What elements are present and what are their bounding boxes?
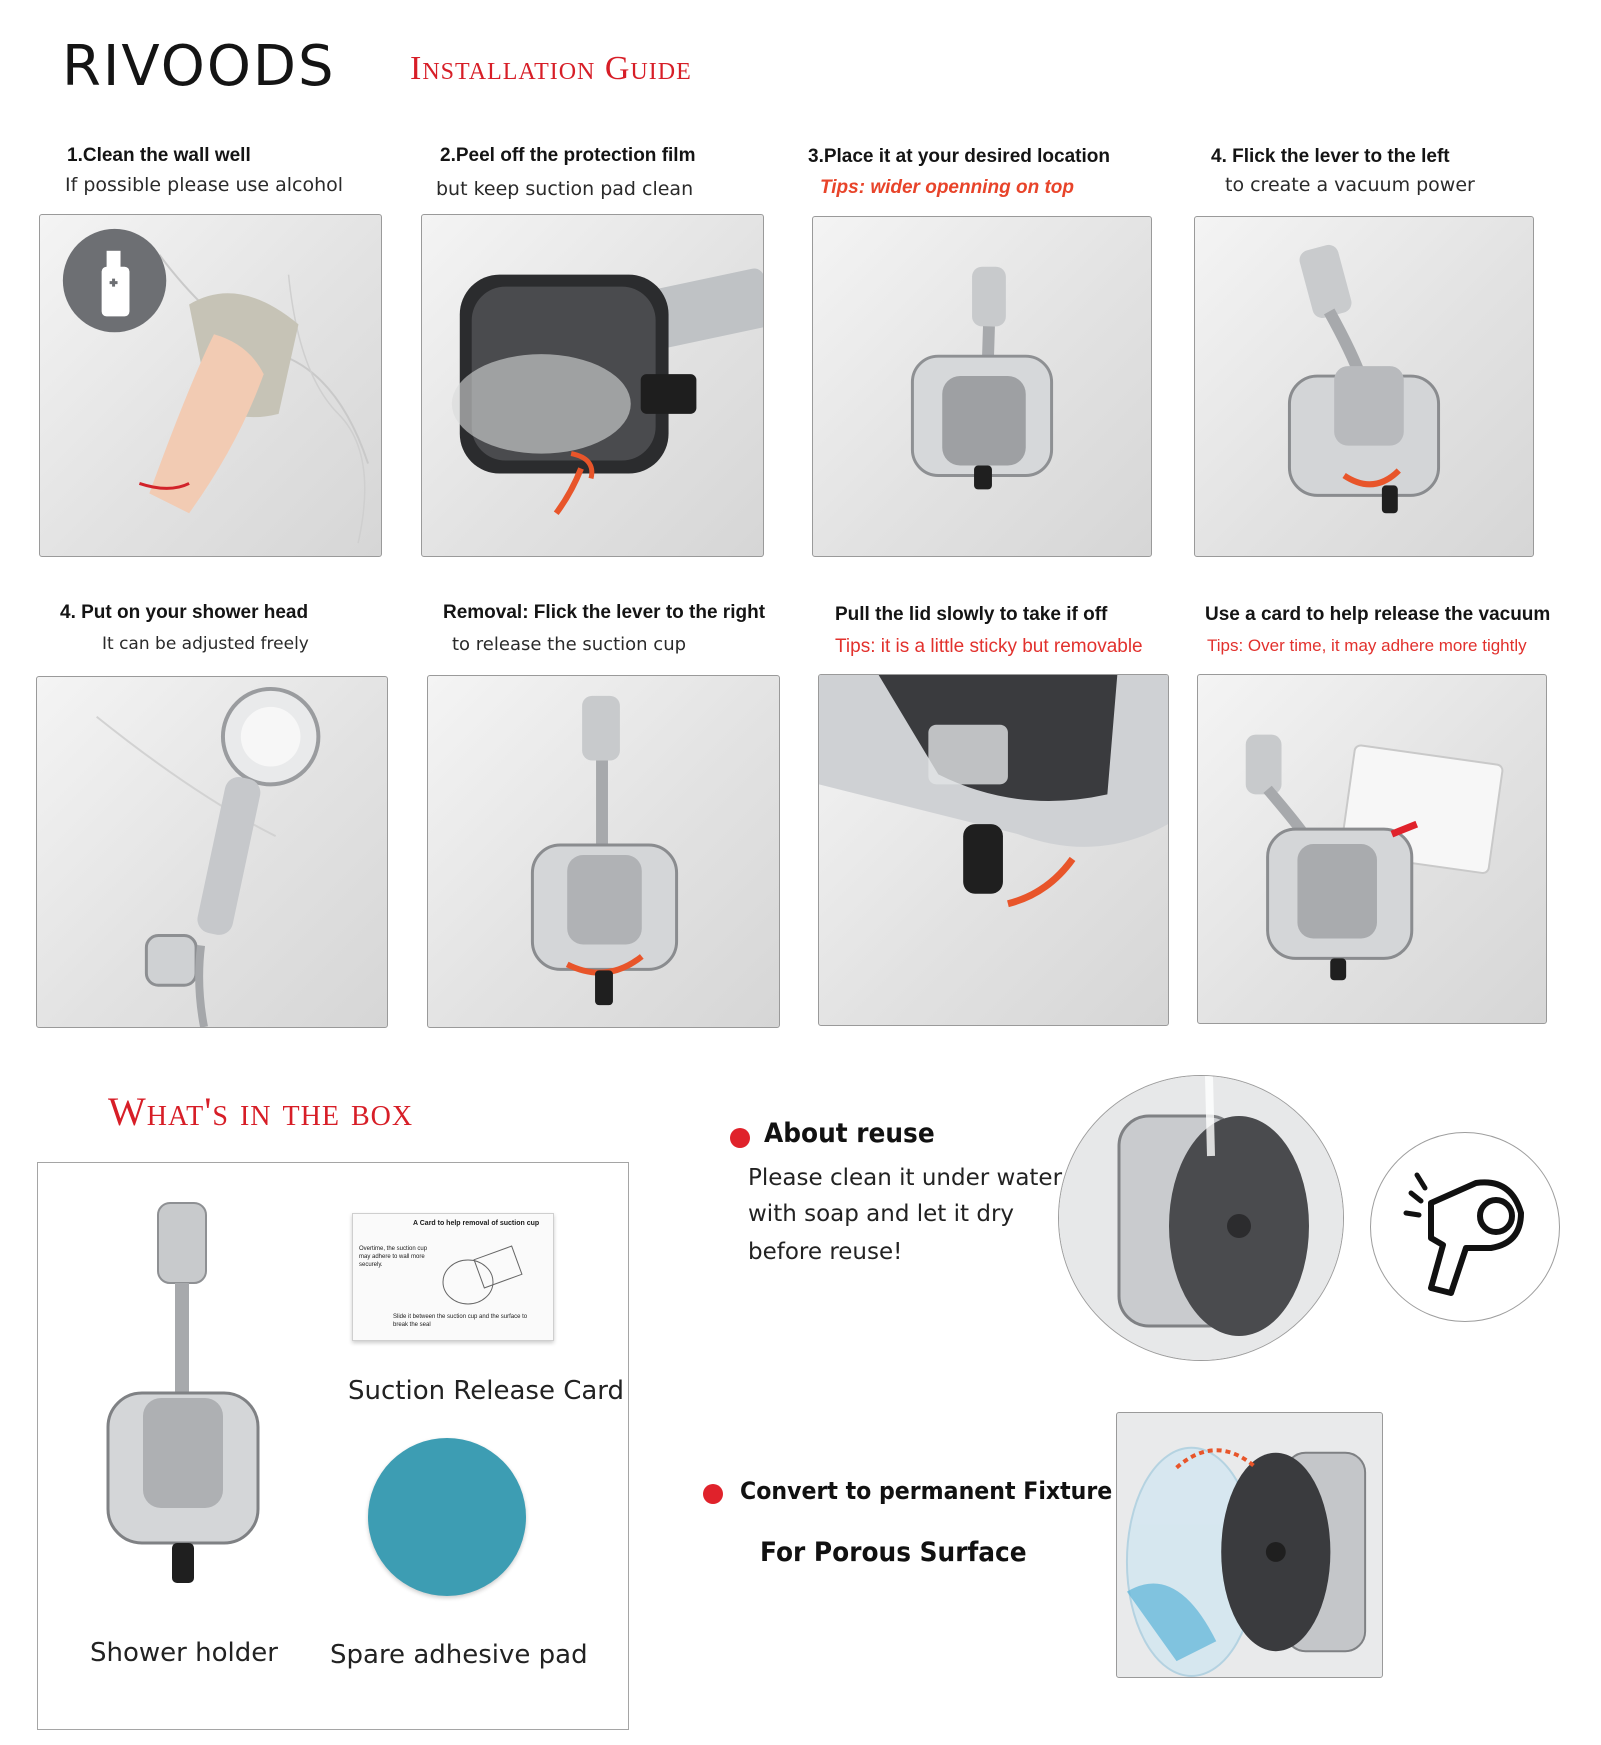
about-reuse-heading: About reuse — [764, 1118, 935, 1149]
card-text-2: Slide it between the suction cup and the surface to break the seal — [393, 1314, 528, 1328]
step-6-title: Removal: Flick the lever to the right — [443, 602, 766, 623]
step-5-sub: It can be adjusted freely — [102, 634, 309, 654]
step-2-sub: but keep suction pad clean — [436, 178, 694, 200]
step-1-title: 1.Clean the wall well — [67, 145, 251, 166]
shower-holder-label: Shower holder — [90, 1638, 278, 1668]
step-7-tip: Tips: it is a little sticky but removable — [835, 636, 1143, 657]
reuse-line-3: before reuse! — [748, 1239, 903, 1265]
rinse-circle-image — [1058, 1075, 1344, 1361]
shower-holder-image — [88, 1193, 288, 1593]
reuse-line-1: Please clean it under water — [748, 1165, 1063, 1191]
step-7-photo — [818, 674, 1169, 1026]
step-6-sub: to release the suction cup — [452, 634, 687, 655]
step-5-photo — [36, 676, 388, 1028]
suction-release-card-label: Suction Release Card — [348, 1376, 625, 1406]
whats-in-the-box-title: What's in the box — [108, 1089, 414, 1134]
step-8-title: Use a card to help release the vacuum — [1205, 604, 1551, 625]
step-4-title: 4. Flick the lever to the left — [1211, 146, 1450, 167]
permanent-fixture-heading: Convert to permanent Fixture — [740, 1477, 1113, 1505]
step-8-tip: Tips: Over time, it may adhere more tightly — [1207, 636, 1527, 655]
step-1-sub: If possible please use alcohol — [65, 174, 344, 196]
step-1-photo — [39, 214, 382, 557]
step-3-photo — [812, 216, 1152, 557]
brand-logo: RIVOODS — [62, 34, 336, 99]
step-2-title: 2.Peel off the protection film — [440, 145, 696, 166]
hair-dryer-circle — [1370, 1132, 1560, 1322]
spare-adhesive-pad-image — [368, 1438, 526, 1596]
step-6-photo — [427, 675, 780, 1028]
spare-adhesive-pad-label: Spare adhesive pad — [330, 1640, 588, 1670]
step-4-sub: to create a vacuum power — [1225, 174, 1475, 196]
step-5-title: 4. Put on your shower head — [60, 602, 309, 623]
permanent-bullet — [703, 1484, 723, 1504]
reuse-line-2: with soap and let it dry — [748, 1201, 1015, 1227]
step-3-tip: Tips: wider openning on top — [820, 177, 1075, 198]
installation-guide-title: Installation Guide — [410, 50, 692, 87]
step-7-title: Pull the lid slowly to take if off — [835, 604, 1108, 625]
step-2-photo — [421, 214, 764, 557]
step-8-photo — [1197, 674, 1547, 1024]
card-text-1: Overtime, the suction cup may adhere to wall more securely. — [359, 1246, 428, 1268]
suction-release-card-image — [352, 1213, 554, 1341]
step-3-title: 3.Place it at your desired location — [808, 146, 1110, 167]
reuse-bullet — [730, 1128, 750, 1148]
permanent-fixture-photo — [1116, 1412, 1383, 1678]
card-heading: A Card to help removal of suction cup — [413, 1220, 540, 1227]
hair-dryer-icon — [1371, 1133, 1560, 1322]
step-4-photo — [1194, 216, 1534, 557]
porous-surface-subheading: For Porous Surface — [760, 1537, 1027, 1568]
